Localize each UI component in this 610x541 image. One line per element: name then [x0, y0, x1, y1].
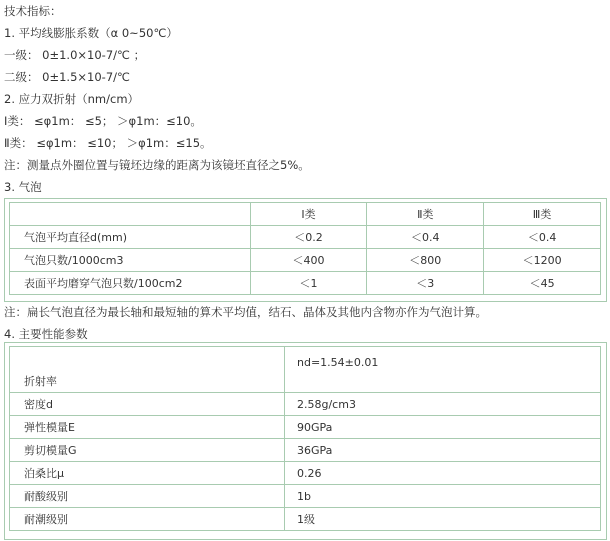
table-cell: 表面平均磨穿气泡只数/100cm2 [10, 272, 251, 295]
table-row [10, 347, 601, 393]
line-expansion-heading: 1. 平均线膨胀系数（α 0~50℃） [4, 26, 178, 40]
table-cell: nd=1.54±0.01 [285, 347, 601, 393]
line-bubble-heading: 3. 气泡 [4, 180, 42, 194]
table-cell: ＜3 [367, 272, 484, 295]
line-title: 技术指标： [4, 4, 62, 18]
table-cell: 1级 [285, 508, 601, 531]
table-cell: ＜0.4 [367, 226, 484, 249]
table-row [10, 439, 601, 462]
table-row [10, 485, 601, 508]
table-cell: 气泡只数/1000cm3 [10, 249, 251, 272]
table-cell: ＜0.4 [484, 226, 601, 249]
header-cell: Ⅱ类 [367, 203, 484, 226]
header-cell [10, 203, 251, 226]
line-grade-1: 一级： 0±1.0×10-7/℃ ； [4, 48, 146, 62]
table-cell: 密度d [10, 393, 285, 416]
table-cell: 2.58g/cm3 [285, 393, 601, 416]
table-row [10, 393, 601, 416]
table-cell: ＜800 [367, 249, 484, 272]
table-cell: 泊桑比μ [10, 462, 285, 485]
header-cell: Ⅲ类 [484, 203, 601, 226]
line-section-4: 4. 主要性能参数 [4, 327, 88, 341]
table-cell: 耐酸级别 [10, 485, 285, 508]
table-cell: ＜1 [250, 272, 367, 295]
table-row [10, 272, 601, 295]
line-class-2: Ⅱ类： ≤φ1m： ≤10； ＞φ1m：≤15。 [4, 136, 212, 150]
table-cell: 折射率 [10, 347, 285, 393]
table-cell: ＜1200 [484, 249, 601, 272]
table-row [10, 462, 601, 485]
table-row [10, 508, 601, 531]
perf-table [9, 346, 601, 531]
table-cell: 0.26 [285, 462, 601, 485]
table-cell: ＜400 [250, 249, 367, 272]
line-birefringence-heading: 2. 应力双折射（nm/cm） [4, 92, 140, 106]
table-cell: ＜45 [484, 272, 601, 295]
table-row [10, 416, 601, 439]
bubble-table [9, 202, 601, 295]
table-row [10, 249, 601, 272]
table-cell: ＜0.2 [250, 226, 367, 249]
table-header-row [10, 203, 601, 226]
table-cell: 36GPa [285, 439, 601, 462]
line-grade-2: 二级： 0±1.5×10-7/℃ [4, 70, 130, 84]
table-cell: 耐潮级别 [10, 508, 285, 531]
line-class-1: Ⅰ类： ≤φ1m： ≤5； ＞φ1m：≤10。 [4, 114, 202, 128]
table-cell: 1b [285, 485, 601, 508]
table-cell: 剪切模量G [10, 439, 285, 462]
line-note-1: 注：测量点外圈位置与镜坯边缘的距离为该镜坯直径之5%。 [4, 158, 310, 172]
table-cell: 气泡平均直径d(mm) [10, 226, 251, 249]
table-cell: 90GPa [285, 416, 601, 439]
header-cell: Ⅰ类 [250, 203, 367, 226]
line-note-2: 注：扁长气泡直径为最长轴和最短轴的算术平均值，结石、晶体及其他内含物亦作为气泡计算。 [4, 305, 487, 319]
table-row [10, 226, 601, 249]
table-cell: 弹性模量E [10, 416, 285, 439]
